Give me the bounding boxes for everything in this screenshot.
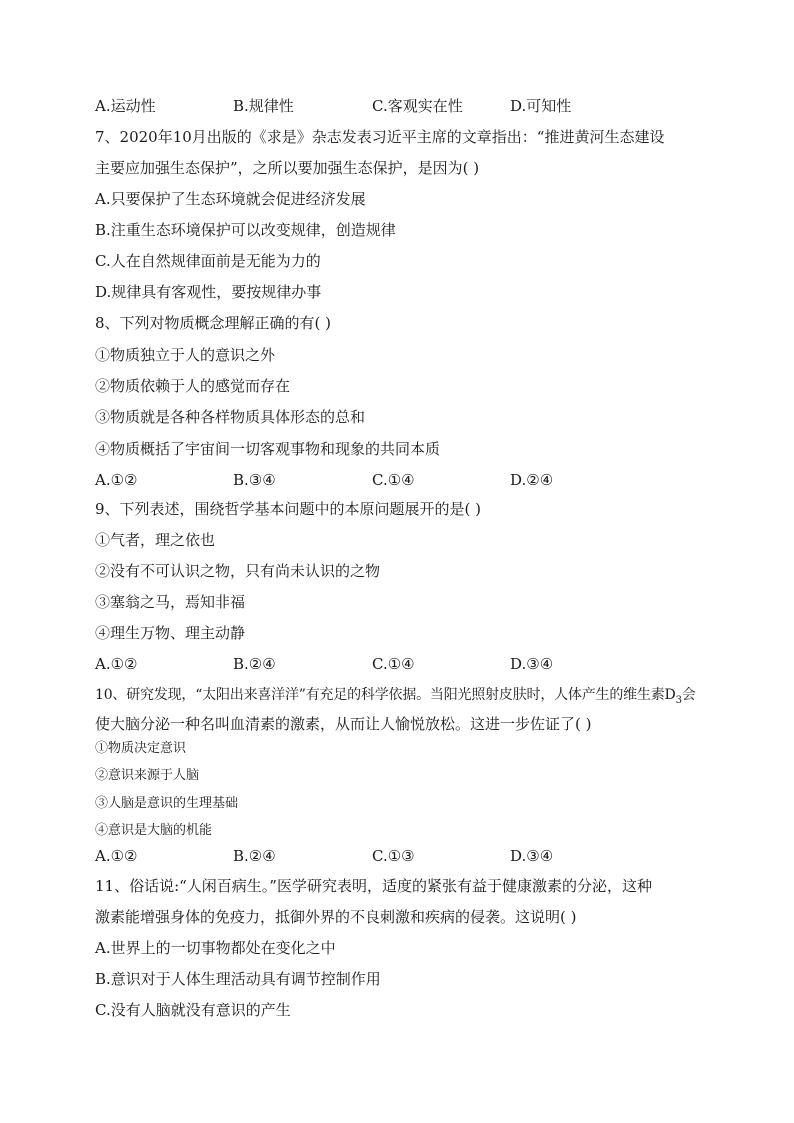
- q10-stem-line-1-end: 会: [681, 687, 696, 703]
- q6-option-c: C.客观实在性: [372, 97, 463, 115]
- q8-item-1: ①物质独立于人的意识之外: [95, 346, 276, 364]
- q7-option-d: D.规律具有客观性，要按规律办事: [95, 283, 322, 301]
- q9-item-4: ④理生万物、理主动静: [95, 624, 246, 642]
- q10-item-1: ①物质决定意识: [95, 741, 187, 756]
- q10-stem-line-1: [95, 685, 696, 705]
- q9-option-c: C.①④: [372, 655, 415, 673]
- q10-vitamin-subscript: 3: [675, 694, 682, 706]
- q10-item-2: ②意识来源于人脑: [95, 768, 200, 783]
- q8-item-2: ②物质依赖于人的感觉而存在: [95, 377, 291, 395]
- q7-stem-line-1: 7、2020年10月出版的《求是》杂志发表习近平主席的文章指出：“推进黄河生态建设: [95, 128, 665, 146]
- q8-item-3: ③物质就是各种各样物质具体形态的总和: [95, 408, 366, 426]
- q6-option-b: B.规律性: [233, 97, 294, 115]
- q6-option-a: A.运动性: [95, 97, 156, 115]
- q9-option-b: B.②④: [233, 655, 276, 673]
- q10-stem-line-2: 使大脑分泌一种名叫血清素的激素，从而让人愉悦放松。这进一步佐证了( ): [95, 715, 592, 733]
- q11-option-a: A.世界上的一切事物都处在变化之中: [95, 939, 336, 957]
- q6-option-d: D.可知性: [510, 97, 572, 115]
- q7-stem-line-2: 主要应加强生态保护”，之所以要加强生态保护，是因为( ): [95, 159, 480, 177]
- q10-item-4: ④意识是大脑的机能: [95, 823, 213, 838]
- q8-option-d: D.②④: [510, 471, 554, 489]
- q10-option-b: B.②④: [233, 847, 276, 865]
- q8-option-b: B.③④: [233, 471, 276, 489]
- q10-option-d: D.③④: [510, 847, 554, 865]
- q7-option-b: B.注重生态环境保护可以改变规律，创造规律: [95, 221, 396, 239]
- q9-stem: 9、下列表述，围绕哲学基本问题中的本原问题展开的是( ): [95, 500, 482, 518]
- q8-stem: 8、下列对物质概念理解正确的有( ): [95, 314, 332, 332]
- q11-stem-line-2: 激素能增强身体的免疫力，抵御外界的不良刺激和疾病的侵袭。这说明( ): [95, 908, 577, 926]
- q8-option-c: C.①④: [372, 471, 415, 489]
- q7-option-c: C.人在自然规律面前是无能为力的: [95, 252, 321, 270]
- q11-option-b: B.意识对于人体生理活动具有调节控制作用: [95, 970, 381, 988]
- q9-item-3: ③塞翁之马，焉知非福: [95, 593, 246, 611]
- q10-item-3: ③人脑是意识的生理基础: [95, 796, 239, 811]
- q11-stem-line-1: 11、俗话说:“人闲百病生。”医学研究表明，适度的紧张有益于健康激素的分泌，这种: [95, 877, 652, 895]
- q9-option-a: A.①②: [95, 655, 138, 673]
- q9-option-d: D.③④: [510, 655, 554, 673]
- q10-option-a: A.①②: [95, 847, 138, 865]
- q8-option-a: A.①②: [95, 471, 138, 489]
- q11-option-c: C.没有人脑就没有意识的产生: [95, 1001, 291, 1019]
- q10-option-c: C.①③: [372, 847, 415, 865]
- q9-item-1: ①气者，理之依也: [95, 531, 216, 549]
- q10-stem-line-1-text: 10、研究发现，“太阳出来喜洋洋”有充足的科学依据。当阳光照射皮肤时，人体产生的维生素D: [95, 687, 676, 703]
- q7-option-a: A.只要保护了生态环境就会促进经济发展: [95, 190, 366, 208]
- q8-item-4: ④物质概括了宇宙间一切客观事物和现象的共同本质: [95, 440, 441, 458]
- q9-item-2: ②没有不可认识之物，只有尚未认识的之物: [95, 562, 381, 580]
